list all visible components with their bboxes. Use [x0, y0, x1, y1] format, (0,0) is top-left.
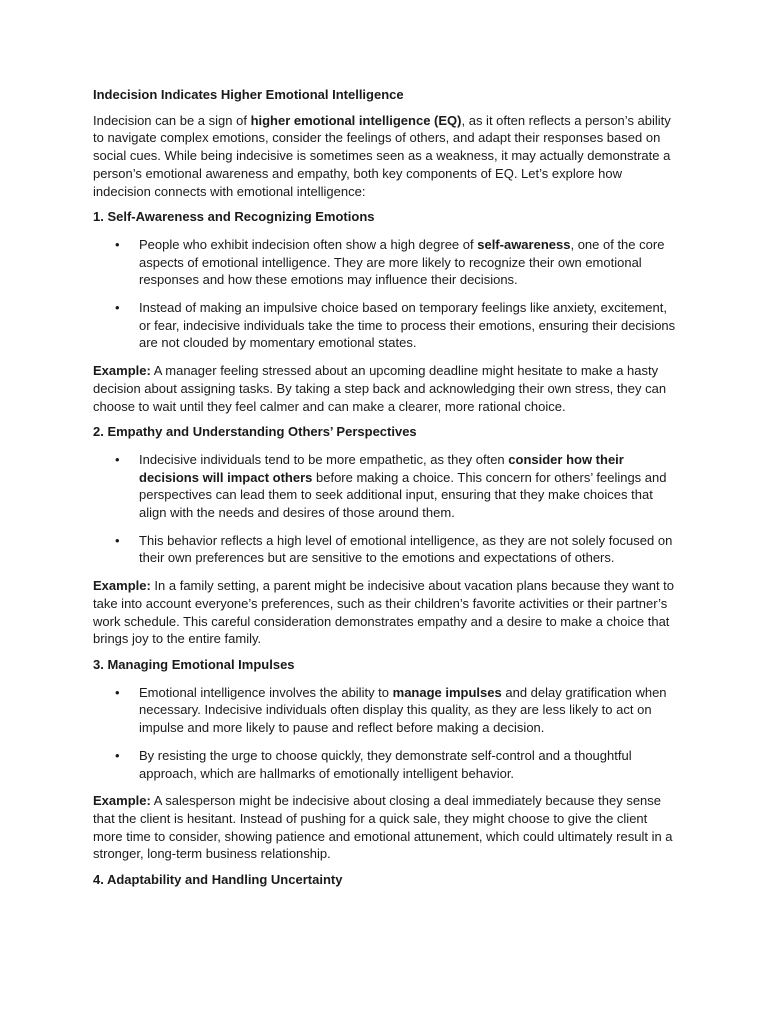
- bullet-icon: •: [115, 684, 120, 700]
- example-label: Example:: [93, 363, 151, 379]
- bullet-icon: •: [115, 532, 120, 548]
- example-paragraph: [93, 362, 678, 415]
- bullet-text: By resisting the urge to choose quickly, they demonstrate self-control and a thoughtful approach, which are hallmarks of emotionally intelligent behavior.: [139, 747, 632, 781]
- bullet-item: [93, 236, 678, 289]
- bullet-text-continued: and delay gratification when necessary. Indecisive individuals often display this quality, as they are less likely to act on impulse and more likely to pause and reflect before making a decision.: [139, 684, 667, 736]
- document-title: Indecision Indicates Higher Emotional Intelligence: [93, 87, 404, 102]
- bullet-item: [93, 299, 678, 352]
- section-heading: 4. Adaptability and Handling Uncertainty: [93, 872, 343, 888]
- bullet-text: Instead of making an impulsive choice based on temporary feelings like anxiety, excitement, or fear, indecisive individuals take the time to process their emotions, ensuring their decisions are not clouded by momentary emotional states.: [139, 300, 676, 351]
- example-text: In a family setting, a parent might be indecisive about vacation plans because they want to take into account everyone’s preferences, such as their children’s favorite activities or their partner’s work schedule. This careful consideration demonstrates empathy and a desire to make a choice that brings joy to the entire family.: [93, 578, 675, 647]
- bullet-icon: •: [115, 300, 120, 316]
- example-paragraph: [93, 792, 678, 863]
- intro-text-continued: , as it often reflects a person’s ability to navigate complex emotions, consider the feelings of others, and adapt their responses based on social cues. While being indecisive is sometimes seen as a weakness, it may actually demonstrate a person’s emotional awareness and empathy, both key components of EQ. Let’s explore how indecision connects with emotional intelligence:: [93, 112, 671, 199]
- bullet-text: Indecisive individuals tend to be more empathetic, as they often: [139, 451, 509, 467]
- document-page: [93, 86, 678, 899]
- bullet-list: [93, 451, 678, 567]
- section-heading: 3. Managing Emotional Impulses: [93, 656, 295, 672]
- bullet-bold-text: self-awareness: [477, 236, 571, 252]
- example-paragraph: [93, 577, 678, 648]
- bullet-text-continued: , one of the core aspects of emotional intelligence. They are more likely to recognize their own emotional responses and how these emotions may influence their decisions.: [139, 236, 665, 288]
- bullet-item: [93, 684, 678, 737]
- bullet-text: Emotional intelligence involves the ability to: [139, 684, 393, 700]
- example-label: Example:: [93, 578, 151, 594]
- bullet-icon: •: [115, 747, 120, 763]
- example-label: Example:: [93, 793, 151, 809]
- bullet-icon: •: [115, 451, 120, 467]
- section-heading: 2. Empathy and Understanding Others’ Perspectives: [93, 424, 417, 440]
- bullet-list: [93, 236, 678, 352]
- bullet-item: [93, 451, 678, 522]
- intro-bold-text: higher emotional intelligence (EQ): [250, 112, 462, 128]
- bullet-bold-text: manage impulses: [392, 684, 502, 700]
- bullet-item: [93, 747, 678, 782]
- bullet-list: [93, 684, 678, 783]
- section-heading: 1. Self-Awareness and Recognizing Emotions: [93, 209, 375, 225]
- intro-text: Indecision can be a sign of: [93, 112, 251, 128]
- bullet-text: People who exhibit indecision often show a high degree of: [139, 236, 478, 252]
- example-text: A manager feeling stressed about an upcoming deadline might hesitate to make a hasty decision about assigning tasks. By taking a step back and acknowledging their own stress, they can choose to wait until they feel calmer and can make a clearer, more rational choice.: [93, 363, 667, 414]
- bullet-text: This behavior reflects a high level of emotional intelligence, as they are not solely focused on their own preferences but are sensitive to the emotions and expectations of others.: [139, 532, 673, 566]
- bullet-icon: •: [115, 236, 120, 252]
- example-text: A salesperson might be indecisive about closing a deal immediately because they sense that the client is hesitant. Instead of pushing for a quick sale, they might choose to give the client more time to consider, showing patience and emotional attunement, which could ultimately result in a stronger, long-term business relationship.: [93, 793, 673, 862]
- intro-paragraph: [93, 112, 678, 201]
- bullet-text-continued: before making a choice. This concern for others’ feelings and perspectives can lead them to seek additional input, ensuring that they make choices that align with the needs and desires of those around them.: [139, 469, 667, 521]
- bullet-bold-text: consider how their decisions will impact others: [139, 451, 624, 485]
- bullet-item: [93, 532, 678, 567]
